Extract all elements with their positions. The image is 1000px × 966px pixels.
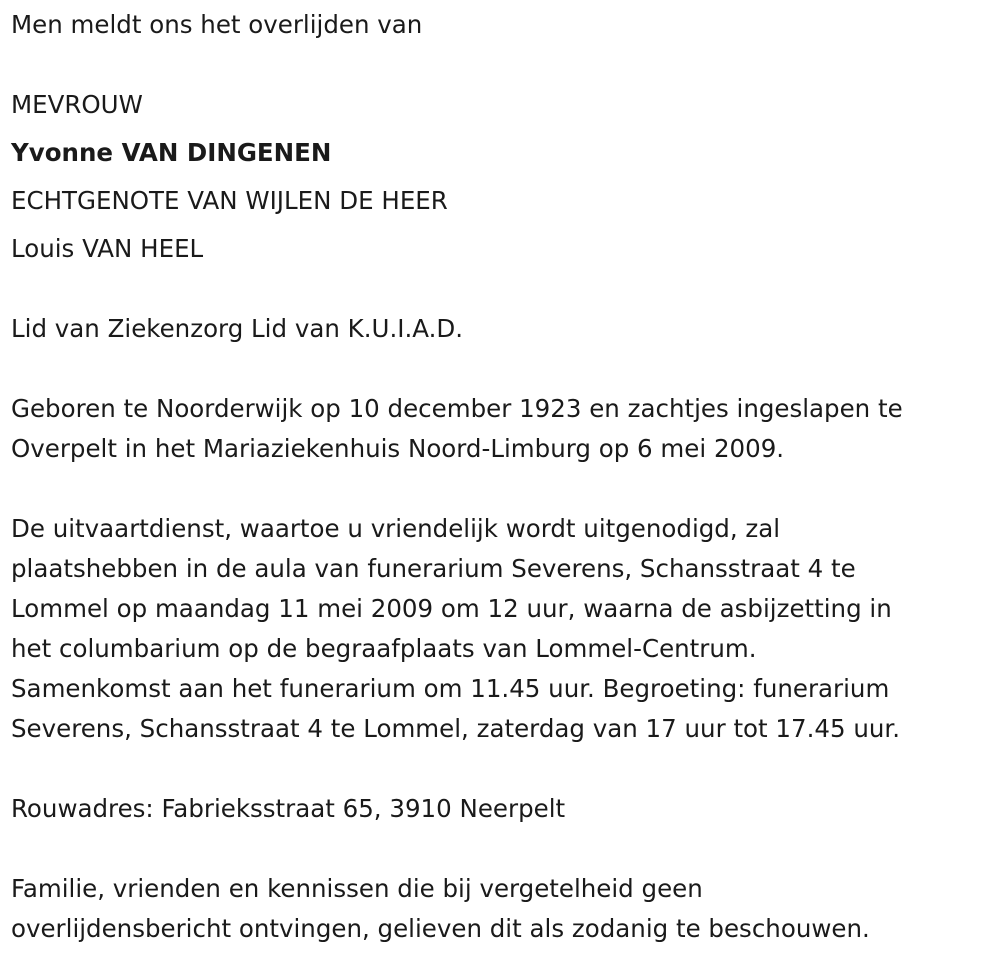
deceased-name: Yvonne VAN DINGENEN — [11, 138, 332, 167]
intro-line: Men meldt ons het overlijden van — [11, 10, 423, 39]
memberships-line: Lid van Ziekenzorg Lid van K.U.I.A.D. — [11, 314, 464, 343]
birth-death-line: Overpelt in het Mariaziekenhuis Noord-Limburg op 6 mei 2009. — [11, 434, 785, 463]
closing-line: overlijdensbericht ontvingen, gelieven dit als zodanig te beschouwen. — [11, 914, 870, 943]
funeral-line: het columbarium op de begraafplaats van Lommel-Centrum. — [11, 634, 757, 663]
closing-line: Familie, vrienden en kennissen die bij vergetelheid geen — [11, 874, 703, 903]
funeral-line: Samenkomst aan het funerarium om 11.45 uur. Begroeting: funerarium — [11, 674, 890, 703]
title-line: MEVROUW — [11, 90, 143, 119]
address-line: Rouwadres: Fabrieksstraat 65, 3910 Neerpelt — [11, 794, 566, 823]
spouse-name: Louis VAN HEEL — [11, 234, 204, 263]
funeral-line: Severens, Schansstraat 4 te Lommel, zaterdag van 17 uur tot 17.45 uur. — [11, 714, 901, 743]
birth-death-line: Geboren te Noorderwijk op 10 december 1923 en zachtjes ingeslapen te — [11, 394, 903, 423]
funeral-line: Lommel op maandag 11 mei 2009 om 12 uur, waarna de asbijzetting in — [11, 594, 892, 623]
funeral-line: plaatshebben in de aula van funerarium Severens, Schansstraat 4 te — [11, 554, 856, 583]
funeral-line: De uitvaartdienst, waartoe u vriendelijk wordt uitgenodigd, zal — [11, 514, 781, 543]
relation-line: ECHTGENOTE VAN WIJLEN DE HEER — [11, 186, 448, 215]
